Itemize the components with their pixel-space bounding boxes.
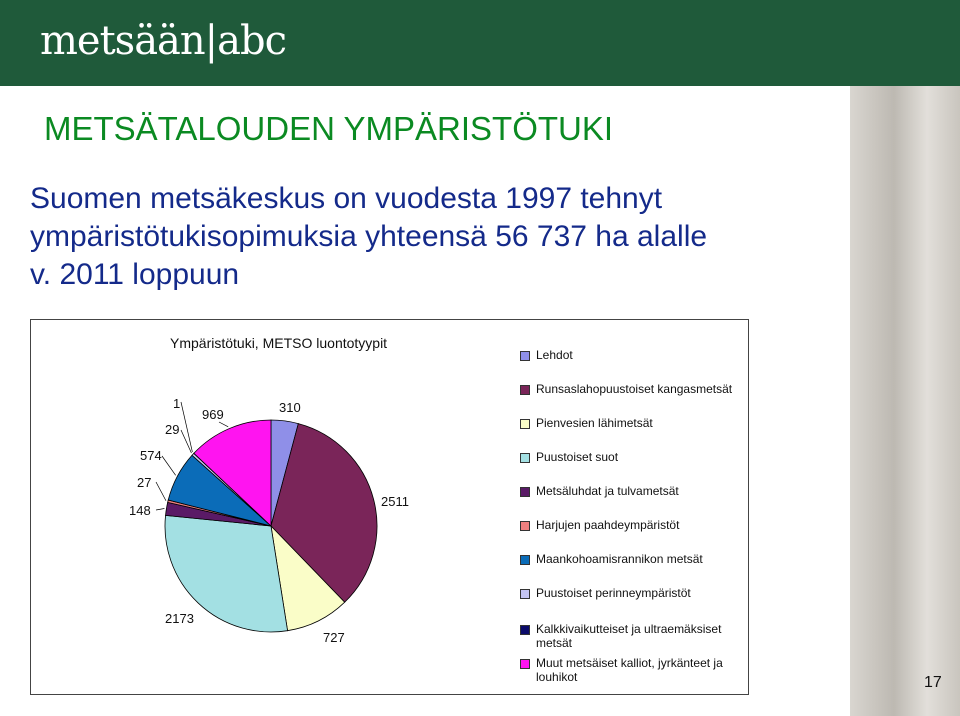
leader-line-9 — [181, 402, 192, 452]
data-label-6: 27 — [137, 475, 152, 490]
legend-label: Metsäluhdat ja tulvametsät — [536, 484, 679, 498]
data-label-2: 2511 — [381, 494, 409, 509]
subtitle-line-2: ympäristötukisopimuksia yhteensä 56 737 ha alalle — [30, 220, 708, 253]
logo: metsään|abc — [40, 18, 286, 64]
legend-label: Puustoiset perinneympäristöt — [536, 586, 691, 600]
slide-title: METSÄTALOUDEN YMPÄRISTÖTUKI — [44, 110, 614, 147]
legend-swatch — [520, 351, 530, 361]
data-label-9: 1 — [173, 396, 181, 411]
legend-swatch — [520, 659, 530, 669]
legend-swatch — [520, 419, 530, 429]
chart-title: Ympäristötuki, METSO luontotyypit — [170, 335, 388, 351]
data-label-1: 310 — [279, 400, 301, 415]
legend-swatch — [520, 589, 530, 599]
data-label-3: 727 — [323, 630, 345, 645]
leader-line-6 — [156, 482, 166, 501]
leader-line-5 — [156, 509, 164, 510]
legend-swatch — [520, 555, 530, 565]
legend-swatch — [520, 453, 530, 463]
legend-label: Pienvesien lähimetsät — [536, 416, 653, 430]
legend-swatch — [520, 521, 530, 531]
legend-label: Lehdot — [536, 348, 573, 362]
legend-label: Harjujen paahdeympäristöt — [536, 518, 680, 532]
legend-swatch — [520, 487, 530, 497]
legend-label: Kalkkivaikutteiset ja ultraemäksiset metsät — [536, 622, 722, 650]
data-label-4: 2173 — [165, 611, 194, 626]
legend-label: Maankohoamisrannikon metsät — [536, 552, 703, 566]
subtitle-line-1: Suomen metsäkeskus on vuodesta 1997 tehnyt — [30, 182, 663, 215]
legend-label: Puustoiset suot — [536, 450, 619, 464]
data-label-8: 29 — [165, 422, 180, 437]
data-label-7: 574 — [140, 448, 162, 463]
data-label-5: 148 — [129, 503, 151, 518]
legend-label: Muut metsäiset kalliot, jyrkänteet ja louhikot — [536, 656, 723, 684]
legend-swatch — [520, 625, 530, 635]
page-number: 17 — [924, 674, 942, 691]
legend-swatch — [520, 385, 530, 395]
subtitle-line-3: v. 2011 loppuun — [30, 258, 240, 291]
legend-label: Runsaslahopuustoiset kangasmetsät — [536, 382, 733, 396]
leader-line-7 — [162, 456, 176, 475]
leader-line-10 — [219, 422, 228, 427]
data-label-10: 969 — [202, 407, 224, 422]
